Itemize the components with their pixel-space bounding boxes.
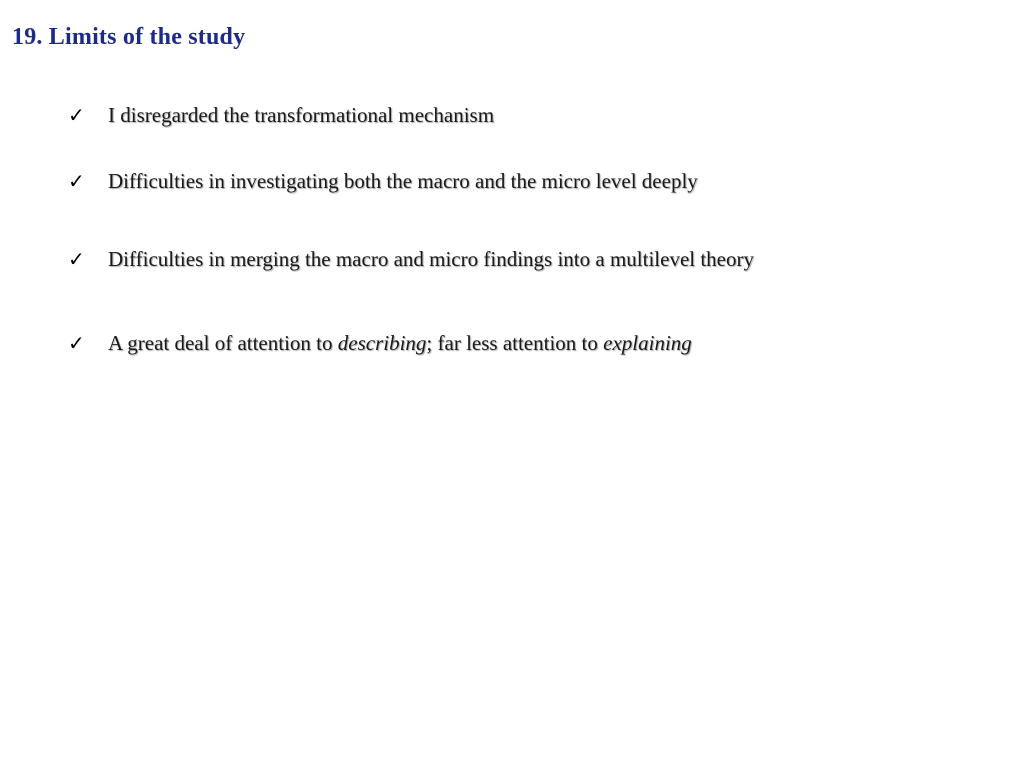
- bullet-text: Difficulties in merging the macro and micro findings into a multilevel theory: [108, 246, 754, 271]
- checkmark-icon: ✓: [68, 247, 85, 271]
- bullet-text: [108, 331, 692, 356]
- checkmark-icon: ✓: [68, 331, 85, 355]
- bullet-text-part: ; far less attention to: [426, 330, 604, 355]
- bullet-text-part: A great deal of attention to: [108, 330, 338, 355]
- bullet-item-1: [68, 100, 494, 130]
- bullet-item-3: [68, 244, 754, 274]
- bullet-item-4: [68, 328, 692, 358]
- slide-title: 19. Limits of the study: [12, 24, 246, 50]
- bullet-text: I disregarded the transformational mechanism: [108, 102, 495, 127]
- bullet-text: Difficulties in investigating both the macro and the micro level deeply: [108, 168, 698, 193]
- bullet-emphasis-explaining: explaining: [603, 330, 692, 355]
- checkmark-icon: ✓: [68, 103, 85, 127]
- bullet-emphasis-describing: describing: [337, 330, 427, 355]
- checkmark-icon: ✓: [68, 169, 85, 193]
- bullet-item-2: [68, 166, 698, 196]
